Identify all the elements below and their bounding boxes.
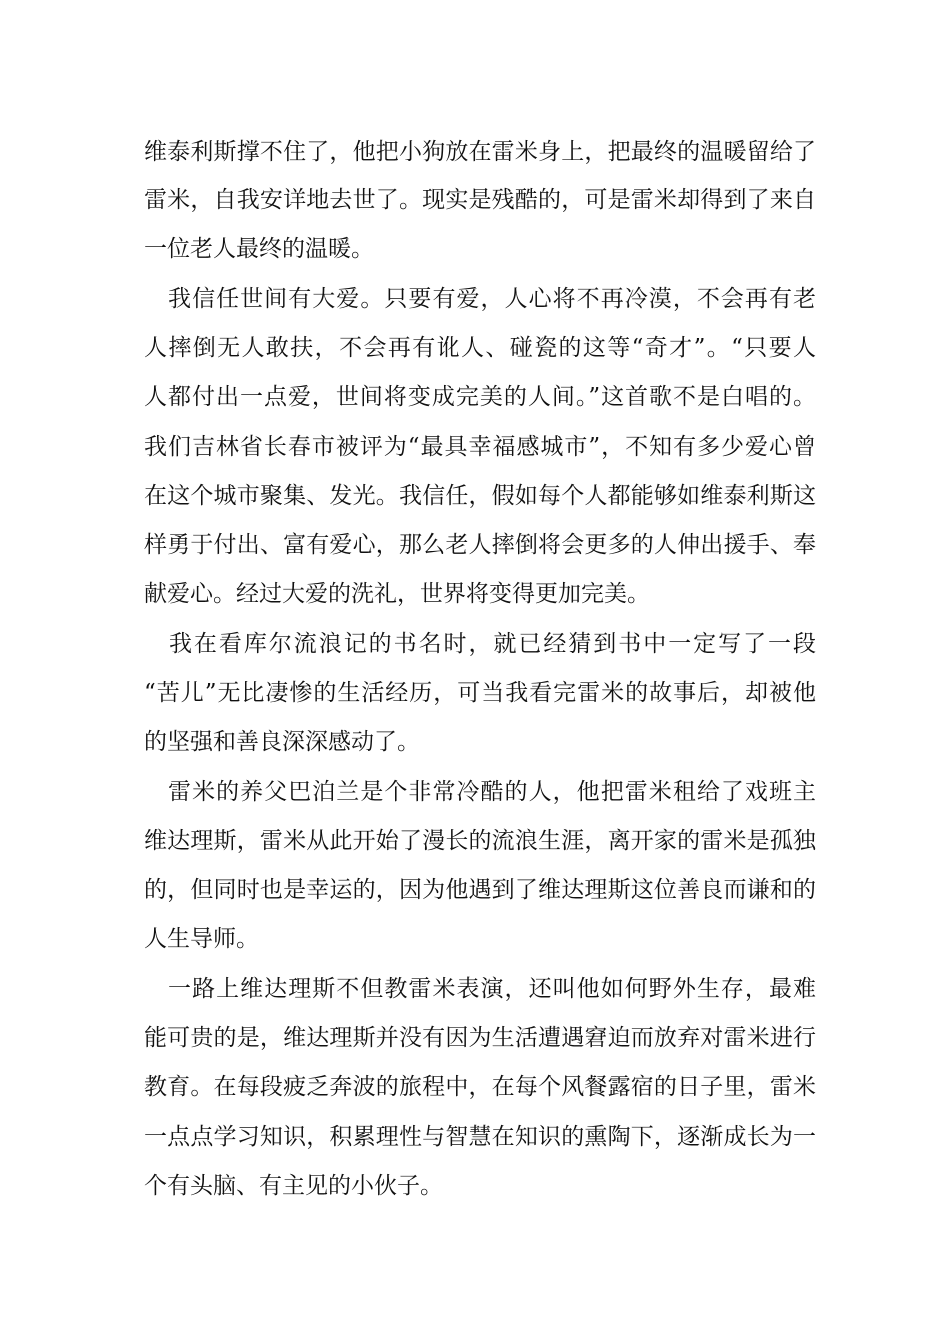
text-line: 的，但同时也是幸运的，因为他遇到了维达理斯这位善良而谦和的: [144, 877, 816, 903]
text-line: 人摔倒无人敢扶，不会再有讹人、碰瓷的这等“奇才”。“只要人: [144, 335, 816, 361]
text-line: 在这个城市聚集、发光。我信任，假如每个人都能够如维泰利斯这: [144, 483, 816, 509]
text-line: 我们吉林省长春市被评为“最具幸福感城市”，不知有多少爱心曾: [144, 434, 816, 460]
text-line: 献爱心。经过大爱的洗礼，世界将变得更加完美。: [144, 581, 650, 607]
text-line: 人都付出一点爱，世间将变成完美的人间。”这首歌不是白唱的。: [144, 384, 816, 410]
text-line: 一点点学习知识，积累理性与智慧在知识的熏陶下，逐渐成长为一: [144, 1124, 816, 1150]
text-line: 教育。在每段疲乏奔波的旅程中，在每个风餐露宿的日子里，雷米: [144, 1074, 816, 1100]
text-line: 一位老人最终的温暖。: [144, 236, 374, 262]
text-line: 人生导师。: [144, 926, 259, 952]
text-line: 个有头脑、有主见的小伙子。: [144, 1173, 443, 1199]
text-line: 样勇于付出、富有爱心，那么老人摔倒将会更多的人伸出援手、奉: [144, 532, 816, 558]
text-line: 维泰利斯撑不住了，他把小狗放在雷米身上，把最终的温暖留给了: [144, 139, 816, 165]
text-line: 我信任世间有大爱。只要有爱，人心将不再冷漠，不会再有老: [144, 286, 816, 312]
text-line: 维达理斯，雷米从此开始了漫长的流浪生涯，离开家的雷米是孤独: [144, 828, 816, 854]
text-line: 的坚强和善良深深感动了。: [144, 729, 420, 755]
text-line: 一路上维达理斯不但教雷米表演，还叫他如何野外生存，最难: [144, 976, 816, 1002]
text-line: “苦儿”无比凄惨的生活经历，可当我看完雷米的故事后，却被他: [144, 680, 816, 706]
text-line: 雷米，自我安详地去世了。现实是残酷的，可是雷米却得到了来自: [144, 187, 816, 213]
text-line: 雷米的养父巴泊兰是个非常冷酷的人，他把雷米租给了戏班主: [144, 779, 816, 805]
text-line: 我在看库尔流浪记的书名时，就已经猜到书中一定写了一段: [144, 631, 816, 657]
text-line: 能可贵的是，维达理斯并没有因为生活遭遇窘迫而放弃对雷米进行: [144, 1025, 816, 1051]
